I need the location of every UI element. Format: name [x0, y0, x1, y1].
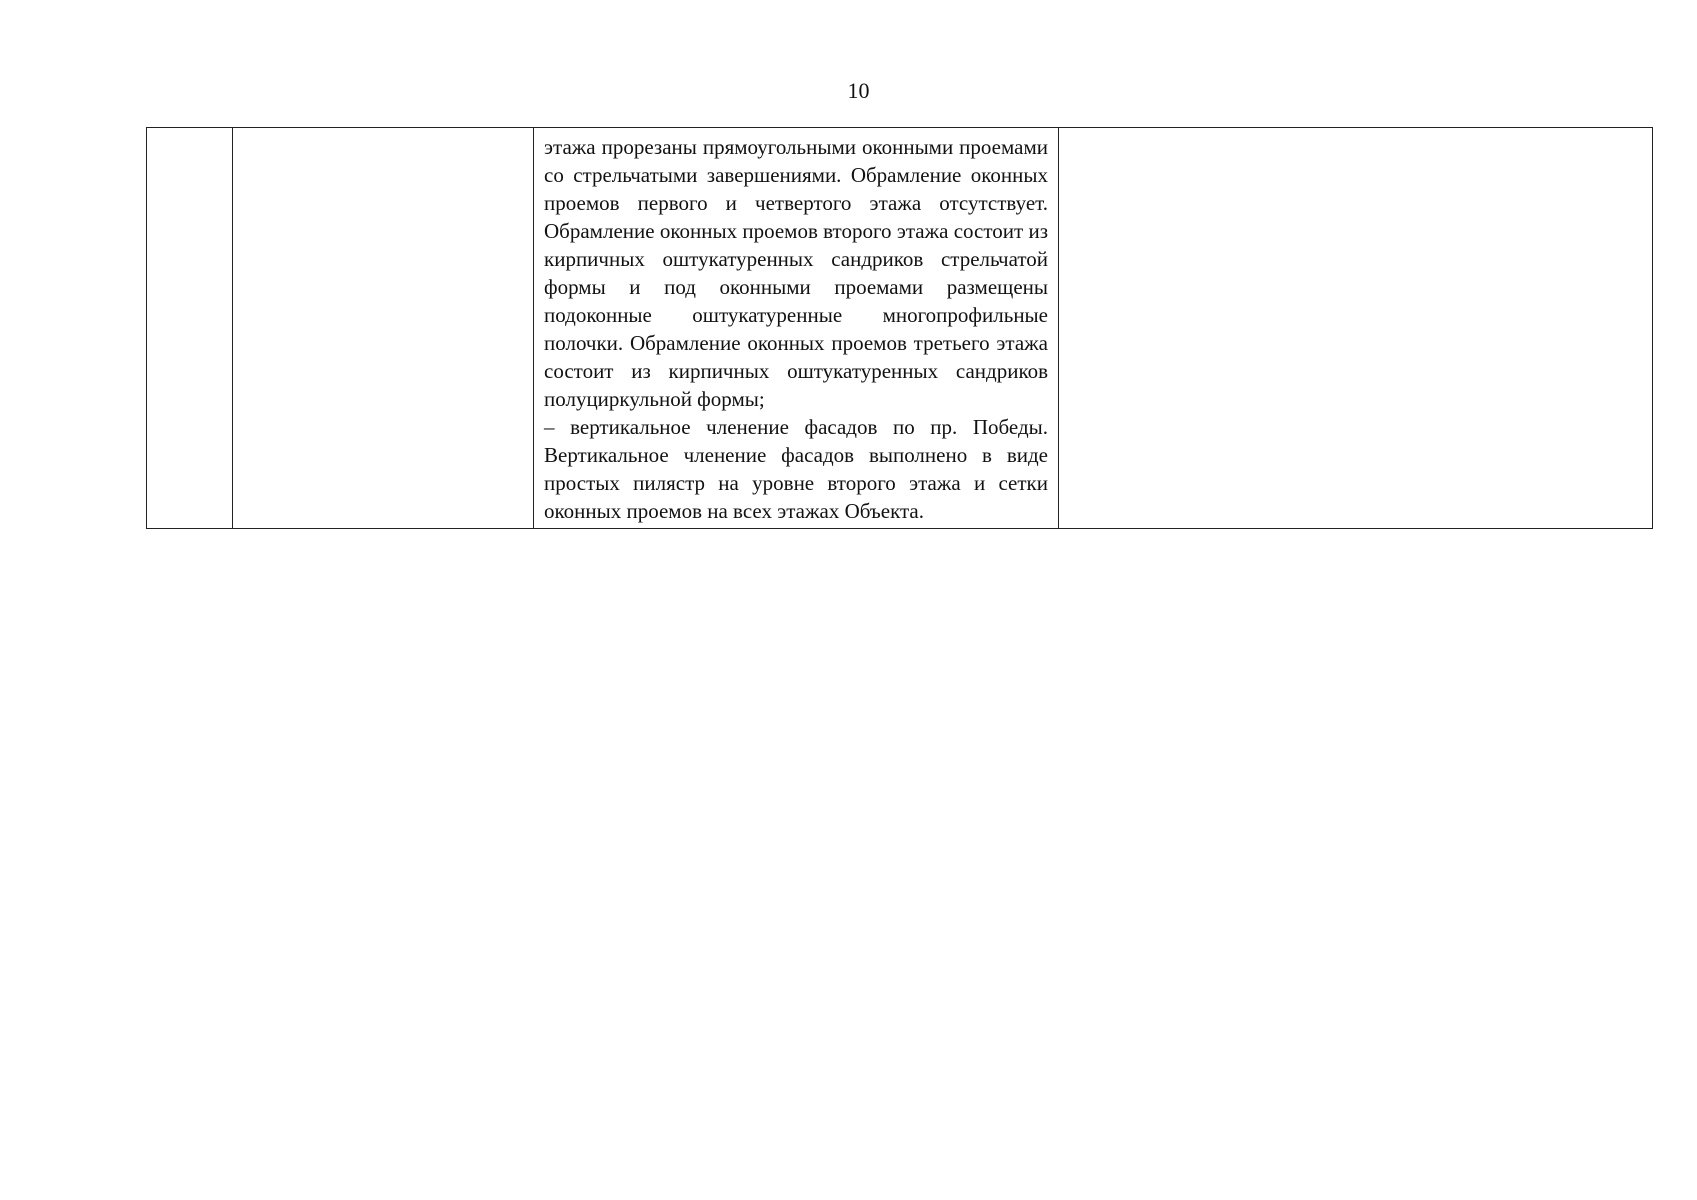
- table-row: [147, 128, 1653, 529]
- description-paragraph: – вертикальное членение фасадов по пр. Победы. Вертикальное членение фасадов выполнено в виде простых пилястр на уровне второго этажа и сетки оконных проемов на всех этажах Объекта.: [544, 415, 1048, 523]
- document-table: [146, 127, 1653, 529]
- table-cell-notes: [1059, 128, 1653, 529]
- table-cell-description: [534, 128, 1059, 529]
- page-number: 10: [847, 78, 870, 103]
- table-cell-name: [233, 128, 534, 529]
- table-cell-number: [147, 128, 233, 529]
- description-paragraph: этажа прорезаны прямоугольными оконными проемами со стрельчатыми завершениями. Обрамление оконных проемов первого и четвертого этажа отсутствует. Обрамление оконных проемов второго этажа состоит из кирпичных оштукатуренных сандриков стрельчатой формы и под оконными проемами размещены подоконные оштукатуренные многопрофильные полочки. Обрамление оконных проемов третьего этажа состоит из кирпичных оштукатуренных сандриков полуциркульной формы;: [544, 135, 1048, 411]
